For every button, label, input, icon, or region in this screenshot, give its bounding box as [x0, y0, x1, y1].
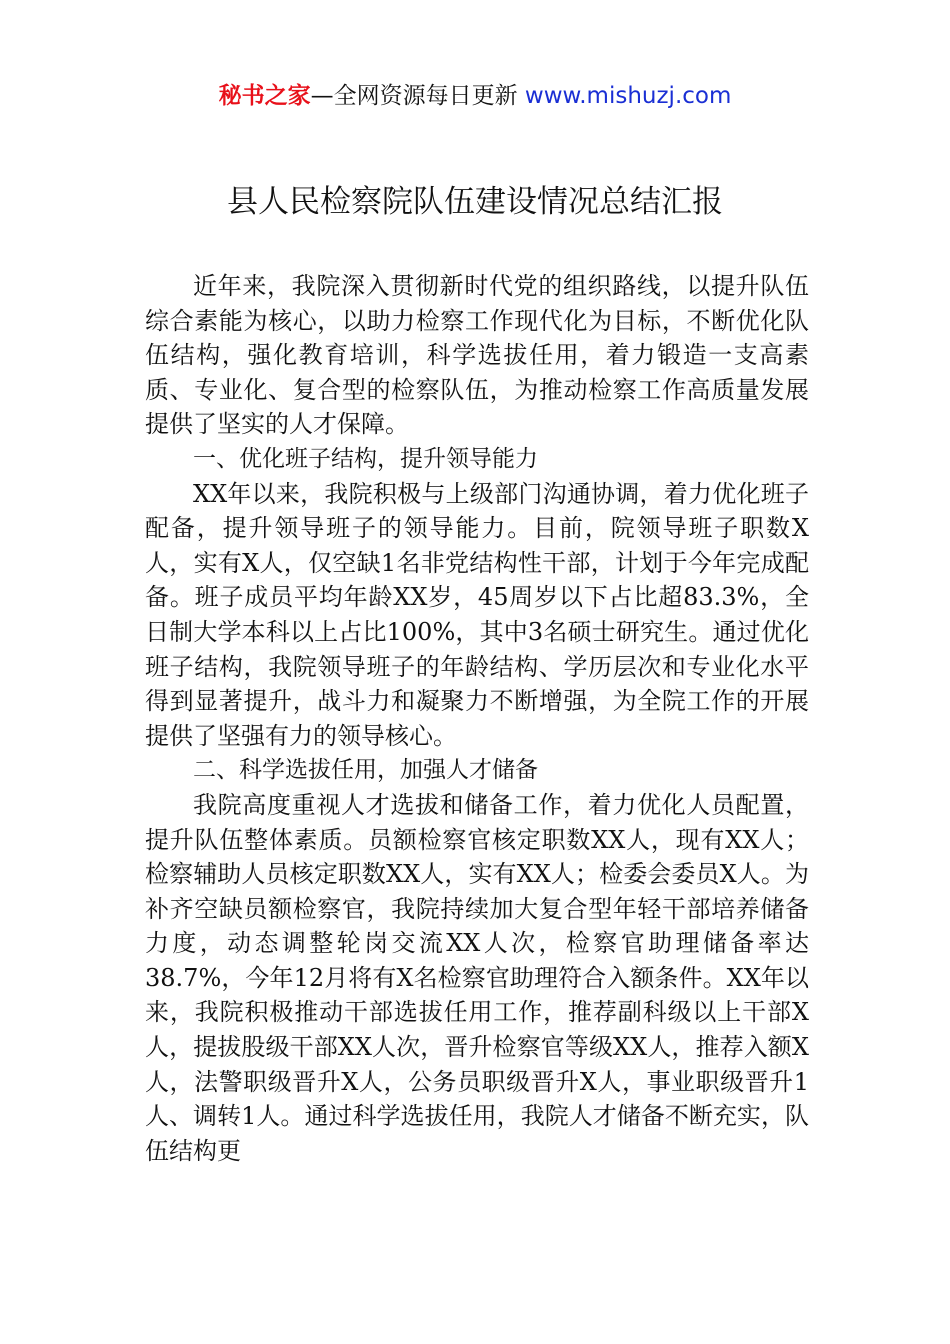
site-name: 秘书之家 — [218, 83, 311, 109]
intro-paragraph: 近年来，我院深入贯彻新时代党的组织路线，以提升队伍综合素能为核心，以助力检察工作现代化为目标，不断优化队伍结构，强化教育培训，科学选拔任用，着力锻造一支高素质、专业化、复合型的检察队伍，为推动检察工作高质量发展提供了坚实的人才保障。 — [145, 272, 809, 439]
site-url-link[interactable]: www.mishuzj.com — [524, 83, 732, 109]
section-paragraph: XX年以来，我院积极与上级部门沟通协调，着力优化班子配备，提升领导班子的领导能力。目前，院领导班子职数X人，实有X人，仅空缺1名非党结构性干部，计划于今年完成配备。班子成员平均年龄XX岁，45周岁以下占比超83.3%，全日制大学本科以上占比100%，其中3名硕士研究生。通过优化班子结构，我院领导班子的年龄结构、学历层次和专业化水平得到显著提升，战斗力和凝聚力不断增强，为全院工作的开展提供了坚强有力的领导核心。 — [145, 479, 809, 750]
section-heading: 一、优化班子结构，提升领导能力 — [193, 445, 538, 472]
section-heading: 二、科学选拔任用，加强人才储备 — [193, 757, 538, 784]
site-header — [0, 80, 950, 112]
site-tagline: —全网资源每日更新 — [310, 83, 525, 109]
document-title: 县人民检察院队伍建设情况总结汇报 — [227, 184, 723, 220]
section-paragraph: 我院高度重视人才选拔和储备工作，着力优化人员配置，提升队伍整体素质。员额检察官核定职数XX人，现有XX人；检察辅助人员核定职数XX人，实有XX人；检委会委员X人。为补齐空缺员额检察官，我院持续加大复合型年轻干部培养储备力度，动态调整轮岗交流XX人次，检察官助理储备率达38.7%，今年12月将有X名检察官助理符合入额条件。XX年以来，我院积极推动干部选拔任用工作，推荐副科级以上干部X人，提拔股级干部XX人次，晋升检察官等级XX人，推荐入额X人，法警职级晋升X人，公务员职级晋升X人，事业职级晋升1人、调转1人。通过科学选拔任用，我院人才储备不断充实，队伍结构更 — [145, 790, 809, 1165]
document-body — [145, 269, 809, 1168]
